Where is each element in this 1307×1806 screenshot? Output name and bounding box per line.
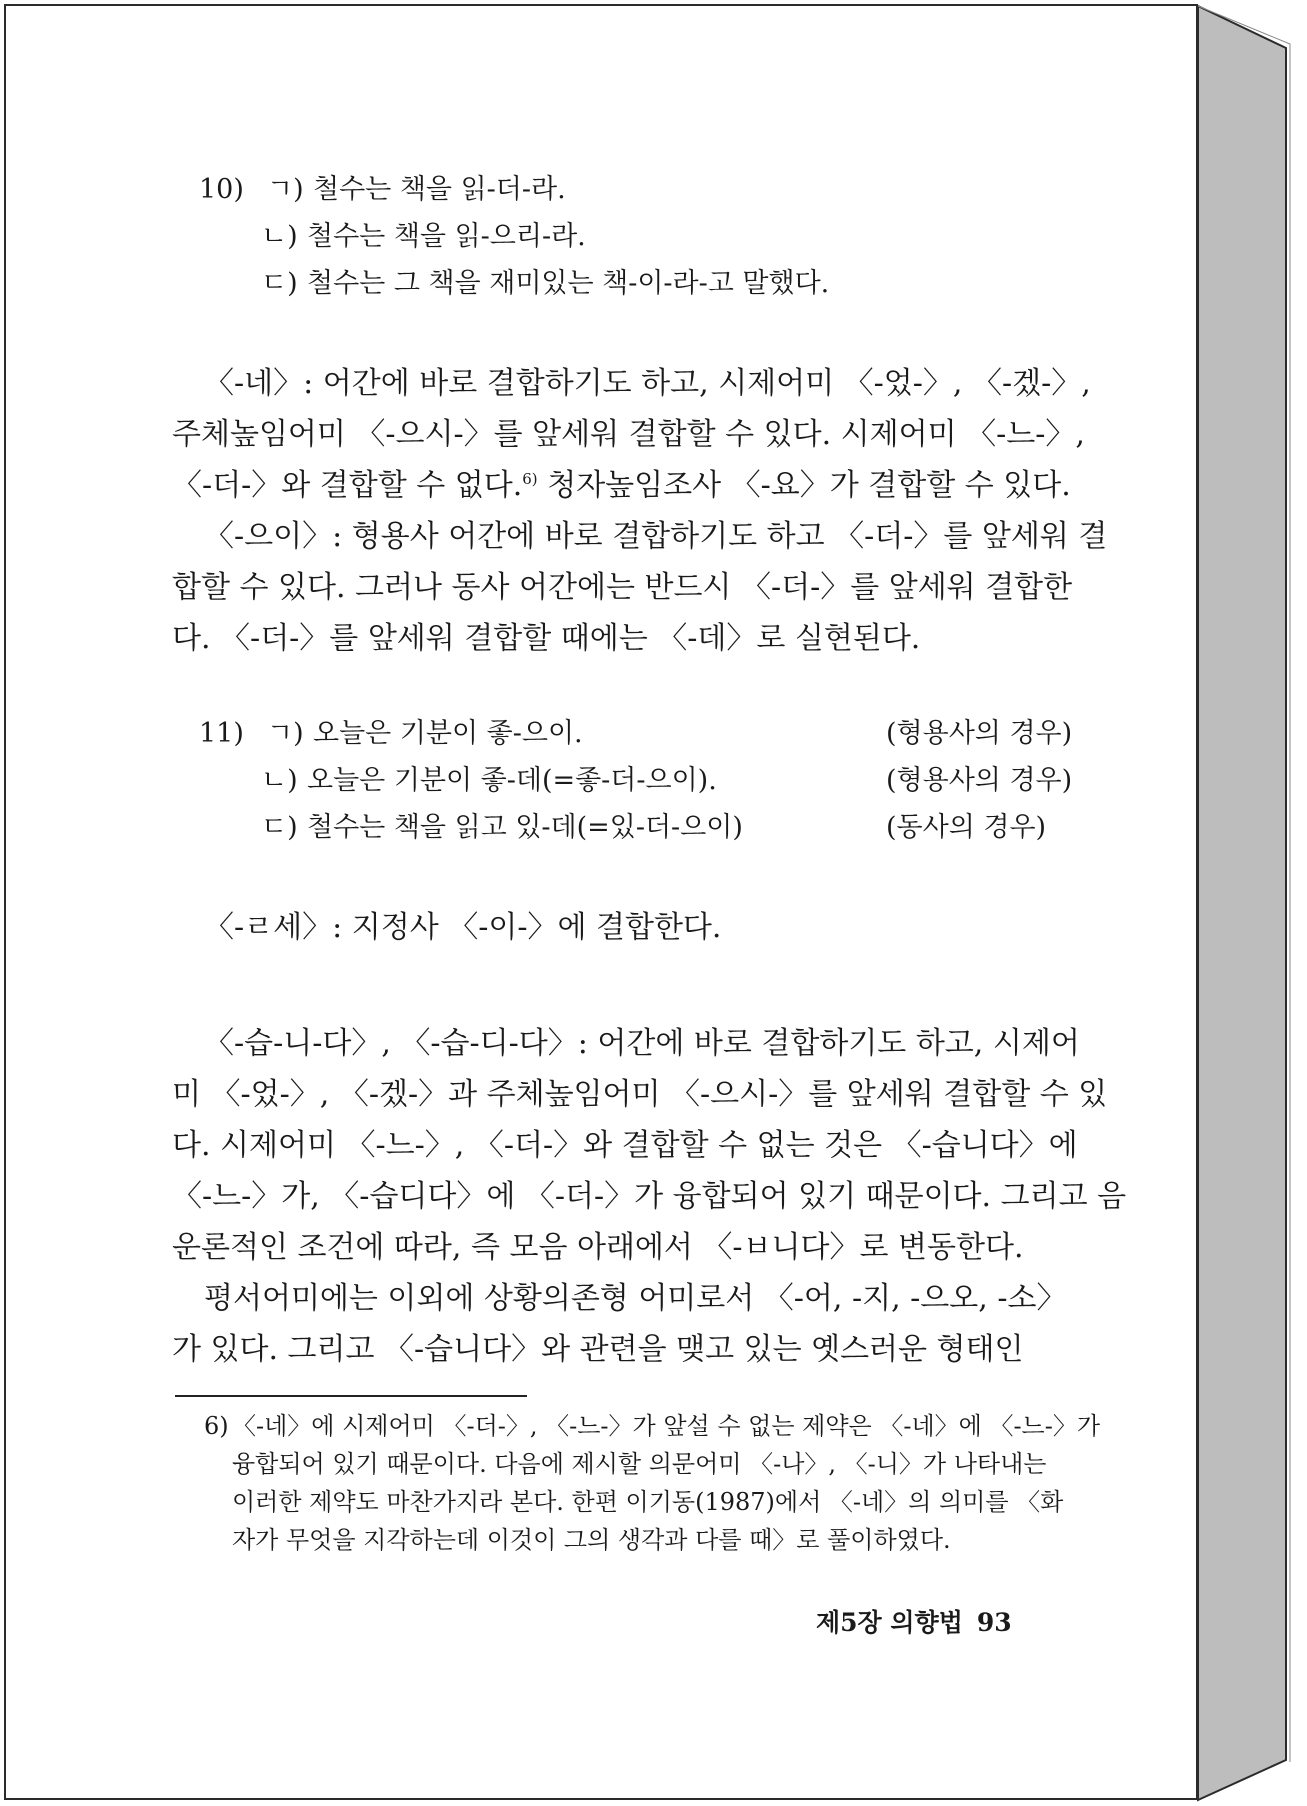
seupnida-paragraph-line-4: 〈-느-〉가, 〈-습디다〉에 〈-더-〉가 융합되어 있기 때문이다. 그리고 음	[172, 1179, 1127, 1214]
rse-paragraph: 〈-ㄹ세〉: 지정사 〈-이-〉에 결합한다.	[204, 910, 722, 945]
example-mark: ㄱ)	[267, 174, 304, 205]
example-11-item-b	[261, 763, 717, 799]
eui-paragraph-line-1: 〈-으이〉: 형용사 어간에 바로 결합하기도 하고 〈-더-〉를 앞세워 결	[204, 519, 1108, 554]
page-footer	[816, 1607, 1012, 1639]
ne-paragraph-text: 〈-더-〉와 결합할 수 없다.	[172, 468, 523, 503]
example-10-item-a	[199, 172, 566, 208]
seupnida-paragraph-line-1: 〈-습-니-다〉, 〈-습-디-다〉: 어간에 바로 결합하기도 하고, 시제어	[204, 1026, 1080, 1061]
example-11-note-b: (형용사의 경우)	[886, 765, 1073, 796]
example-text: 철수는 책을 읽고 있-데(=있-더-으이)	[307, 812, 743, 843]
example-number: 11)	[199, 718, 244, 749]
example-text: 철수는 책을 읽-더-라.	[313, 174, 566, 205]
example-11-note-a: (형용사의 경우)	[886, 718, 1073, 749]
example-10-item-c	[261, 266, 829, 302]
pyeongseo-paragraph-line-2: 가 있다. 그리고 〈-습니다〉와 관련을 맺고 있는 옛스러운 형태인	[172, 1332, 1024, 1367]
example-text: 철수는 그 책을 재미있는 책-이-라-고 말했다.	[307, 268, 830, 299]
example-10-item-b	[261, 219, 586, 255]
example-text: 철수는 책을 읽-으리-라.	[307, 221, 586, 252]
ne-paragraph-text-cont: 청자높임조사 〈-요〉가 결합할 수 있다.	[537, 468, 1071, 503]
example-mark: ㄱ)	[267, 718, 304, 749]
example-mark: ㄴ)	[261, 765, 298, 796]
footnote-divider	[175, 1395, 527, 1397]
example-text: 오늘은 기분이 좋-으이.	[313, 718, 583, 749]
footnote-reference-6: 6)	[522, 470, 538, 488]
footnote-text: 〈-네〉에 시제어미 〈-더-〉, 〈-느-〉가 앞설 수 없는 제약은 〈-네〉에 〈-느-〉가	[232, 1412, 1101, 1440]
eui-paragraph-line-3: 다. 〈-더-〉를 앞세워 결합할 때에는 〈-데〉로 실현된다.	[172, 621, 921, 656]
example-mark: ㄷ)	[261, 268, 298, 299]
page-number: 93	[976, 1608, 1012, 1637]
seupnida-paragraph-line-2: 미 〈-었-〉, 〈-겠-〉과 주체높임어미 〈-으시-〉를 앞세워 결합할 수 있	[172, 1077, 1108, 1112]
footnote-line-1	[204, 1410, 1100, 1442]
ne-paragraph-line-2: 주체높임어미 〈-으시-〉를 앞세워 결합할 수 있다. 시제어미 〈-느-〉,	[172, 417, 1085, 452]
seupnida-paragraph-line-5: 운론적인 조건에 따라, 즉 모음 아래에서 〈-ㅂ니다〉로 변동한다.	[172, 1230, 1024, 1265]
pyeongseo-paragraph-line-1: 평서어미에는 이외에 상황의존형 어미로서 〈-어, -지, -으오, -소〉	[204, 1281, 1067, 1316]
example-mark: ㄷ)	[261, 812, 298, 843]
example-mark: ㄴ)	[261, 221, 298, 252]
footnote-number: 6)	[204, 1412, 229, 1440]
example-11-note-c: (동사의 경우)	[886, 812, 1047, 843]
footnote-line-4: 자가 무엇을 지각하는데 이것이 그의 생각과 다를 때〉로 풀이하였다.	[232, 1526, 951, 1554]
example-11-item-a	[199, 716, 583, 752]
seupnida-paragraph-line-3: 다. 시제어미 〈-느-〉, 〈-더-〉와 결합할 수 없는 것은 〈-습니다〉에	[172, 1128, 1078, 1163]
example-11-item-c	[261, 810, 743, 846]
example-number: 10)	[199, 174, 244, 205]
footnote-line-3: 이러한 제약도 마찬가지라 본다. 한편 이기동(1987)에서 〈-네〉의 의미를 〈화	[232, 1488, 1064, 1516]
ne-paragraph-line-3	[172, 466, 1071, 506]
footnote-line-2: 융합되어 있기 때문이다. 다음에 제시할 의문어미 〈-나〉, 〈-니〉가 나타내는	[232, 1450, 1047, 1478]
chapter-title: 제5장 의향법	[816, 1608, 963, 1637]
book-page	[4, 4, 1198, 1800]
eui-paragraph-line-2: 합할 수 있다. 그러나 동사 어간에는 반드시 〈-더-〉를 앞세워 결합한	[172, 570, 1073, 605]
ne-paragraph-line-1: 〈-네〉: 어간에 바로 결합하기도 하고, 시제어미 〈-었-〉, 〈-겠-〉,	[204, 366, 1091, 401]
example-text: 오늘은 기분이 좋-데(=좋-더-으이).	[307, 765, 717, 796]
